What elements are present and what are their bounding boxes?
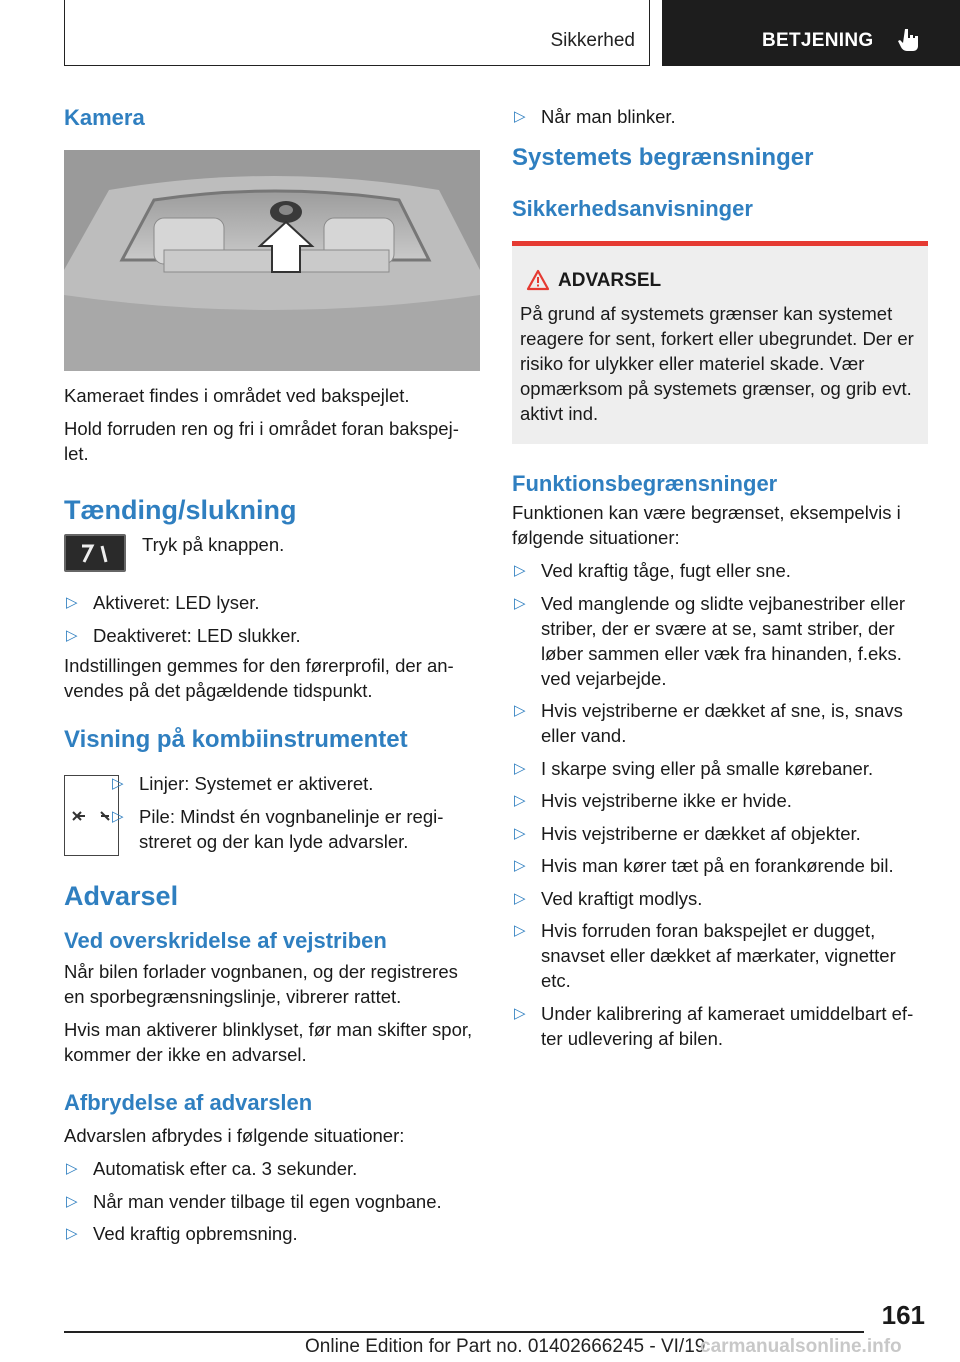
right-column: [512, 100, 928, 1058]
lane-button-icon: [64, 534, 126, 572]
list-item: ▷ Ved kraftig opbremsning.: [66, 1223, 298, 1244]
funktion-list: [512, 558, 928, 1051]
bullet-triangle-icon: ▷: [66, 1192, 78, 1210]
list-item: ▷ Linjer: Systemet er aktiveret.: [112, 773, 374, 794]
warning-triangle-icon: [526, 269, 550, 291]
bullet-triangle-icon: ▷: [514, 702, 526, 719]
afbrydelse-heading: Afbrydelse af advarslen: [64, 1090, 313, 1115]
chapter-title: BETJENING: [762, 30, 874, 51]
list-item: ▷ Automatisk efter ca. 3 sekunder.: [66, 1158, 358, 1179]
bullet-triangle-icon: ▷: [514, 922, 526, 939]
list-item: ▷ Når man blinker.: [514, 106, 676, 127]
bullet-triangle-icon: ▷: [514, 857, 526, 874]
bullet-triangle-icon: ▷: [514, 759, 526, 777]
bullet-triangle-icon: ▷: [66, 1225, 78, 1242]
edition-text: Online Edition for Part no. 01402666245 - VI/19: [305, 1336, 706, 1357]
visning-list: [110, 771, 482, 861]
list-item: ▷ Aktiveret: LED lyser.: [66, 592, 260, 613]
funktion-text: Funktionen kan være begrænset, eksempelvis i følgende situationer:: [512, 502, 901, 548]
kamera-heading: Kamera: [64, 105, 145, 130]
hand-pointer-icon: [897, 27, 921, 53]
overskridelse-text-1: Når bilen forlader vognbanen, og der registreres en sporbegrænsningslinje, vibrerer rattet.: [64, 961, 458, 1007]
visning-block: [64, 771, 482, 881]
section-title: Sikkerhed: [550, 30, 635, 51]
header-section-tab: [64, 0, 650, 66]
list-item: ▷ Ved kraftigt modlys.: [514, 887, 703, 909]
page-number: 161: [881, 1300, 925, 1330]
list-item: ▷ Under kalibrering af kameraet umiddelbart ef‐ter udlevering af bilen.: [514, 1002, 914, 1049]
list-item: ▷ Hvis vejstriberne er dækket af objekter.: [514, 822, 861, 844]
advarsel-heading: Advarsel: [64, 881, 179, 911]
bullet-triangle-icon: ▷: [66, 594, 78, 611]
list-item: ▷ Pile: Mindst én vognbanelinje er regi‐streret og der kan lyde advarsler.: [112, 805, 444, 852]
list-item: ▷ Ved kraftig tåge, fugt eller sne.: [514, 560, 791, 581]
bullet-triangle-icon: ▷: [514, 824, 526, 842]
bullet-triangle-icon: ▷: [112, 775, 124, 792]
sikkerhed-heading: Sikkerhedsanvisninger: [512, 196, 753, 221]
afbrydelse-list: [64, 1156, 482, 1246]
afbrydelse-text: Advarslen afbrydes i følgende situationer:: [64, 1125, 405, 1146]
taending-instruction: [64, 532, 482, 584]
list-item: ▷ Hvis vejstriberne er dækket af sne, is, snavs eller vand.: [514, 700, 903, 746]
top-list: [512, 104, 928, 129]
bullet-triangle-icon: ▷: [514, 562, 526, 579]
bullet-triangle-icon: ▷: [514, 792, 526, 809]
funktion-heading: Funktionsbegrænsninger: [512, 471, 778, 496]
warning-title-row: [520, 268, 920, 294]
list-item: ▷ Ved manglende og slidte vejbanestriber eller striber, der er svære at se, samt striber, der løber sammen eller væk fra hinanden, f.eks. ved vejarbejde.: [514, 592, 906, 689]
list-item: ▷ Deaktiveret: LED slukker.: [66, 624, 301, 646]
kamera-text-1: Kameraet findes i området ved bakspejlet.: [64, 385, 410, 406]
kamera-text-2: Hold forruden ren og fri i området foran bakspej‐let.: [64, 418, 459, 464]
bullet-triangle-icon: ▷: [514, 594, 526, 612]
bullet-triangle-icon: ▷: [66, 626, 78, 644]
warning-box: [512, 241, 928, 444]
bullet-triangle-icon: ▷: [66, 1160, 78, 1177]
footer-divider: [64, 1331, 864, 1333]
overskridelse-text-2: Hvis man aktiverer blinklyset, før man skifter spor, kommer der ikke en advarsel.: [64, 1019, 473, 1065]
list-item: ▷ Når man vender tilbage til egen vognbane.: [66, 1190, 442, 1212]
bullet-triangle-icon: ▷: [514, 1004, 526, 1022]
warning-title: ADVARSEL: [558, 270, 662, 291]
overskridelse-heading: Ved overskridelse af vejstriben: [64, 928, 387, 953]
list-item: ▷ Hvis forruden foran bakspejlet er dugget, snavset eller dækket af mærkater, vignetter etc.: [514, 920, 896, 991]
bullet-triangle-icon: ▷: [112, 807, 124, 825]
camera-location-photo: [64, 150, 480, 371]
visning-heading: Visning på kombiinstrumentet: [64, 726, 408, 753]
taending-heading: Tænding/slukning: [64, 495, 297, 525]
warning-text: På grund af systemets grænser kan systemet reagere for sent, forkert eller ubegrundet. Der er risiko for ulykker eller materiel skade. Vær opmærksom på systemets grænser, og grib evt. aktivt ind.: [520, 303, 914, 424]
list-item: ▷ Hvis vejstriberne ikke er hvide.: [514, 790, 792, 811]
taending-list: [64, 590, 482, 648]
bullet-triangle-icon: ▷: [514, 108, 526, 125]
list-item: ▷ I skarpe sving eller på smalle kørebaner.: [514, 757, 874, 779]
taending-note: Indstillingen gemmes for den førerprofil, der an‐vendes på det pågældende tidspunkt.: [64, 655, 454, 701]
list-item: ▷ Hvis man kører tæt på en forankørende bil.: [514, 855, 894, 876]
taending-text: Tryk på knappen.: [142, 534, 285, 555]
bullet-triangle-icon: ▷: [514, 889, 526, 907]
watermark: carmanualsonline.info: [700, 1336, 902, 1357]
left-column: [64, 100, 482, 1254]
begraensninger-heading: Systemets begrænsninger: [512, 144, 814, 171]
header-chapter-tab: [662, 0, 960, 66]
